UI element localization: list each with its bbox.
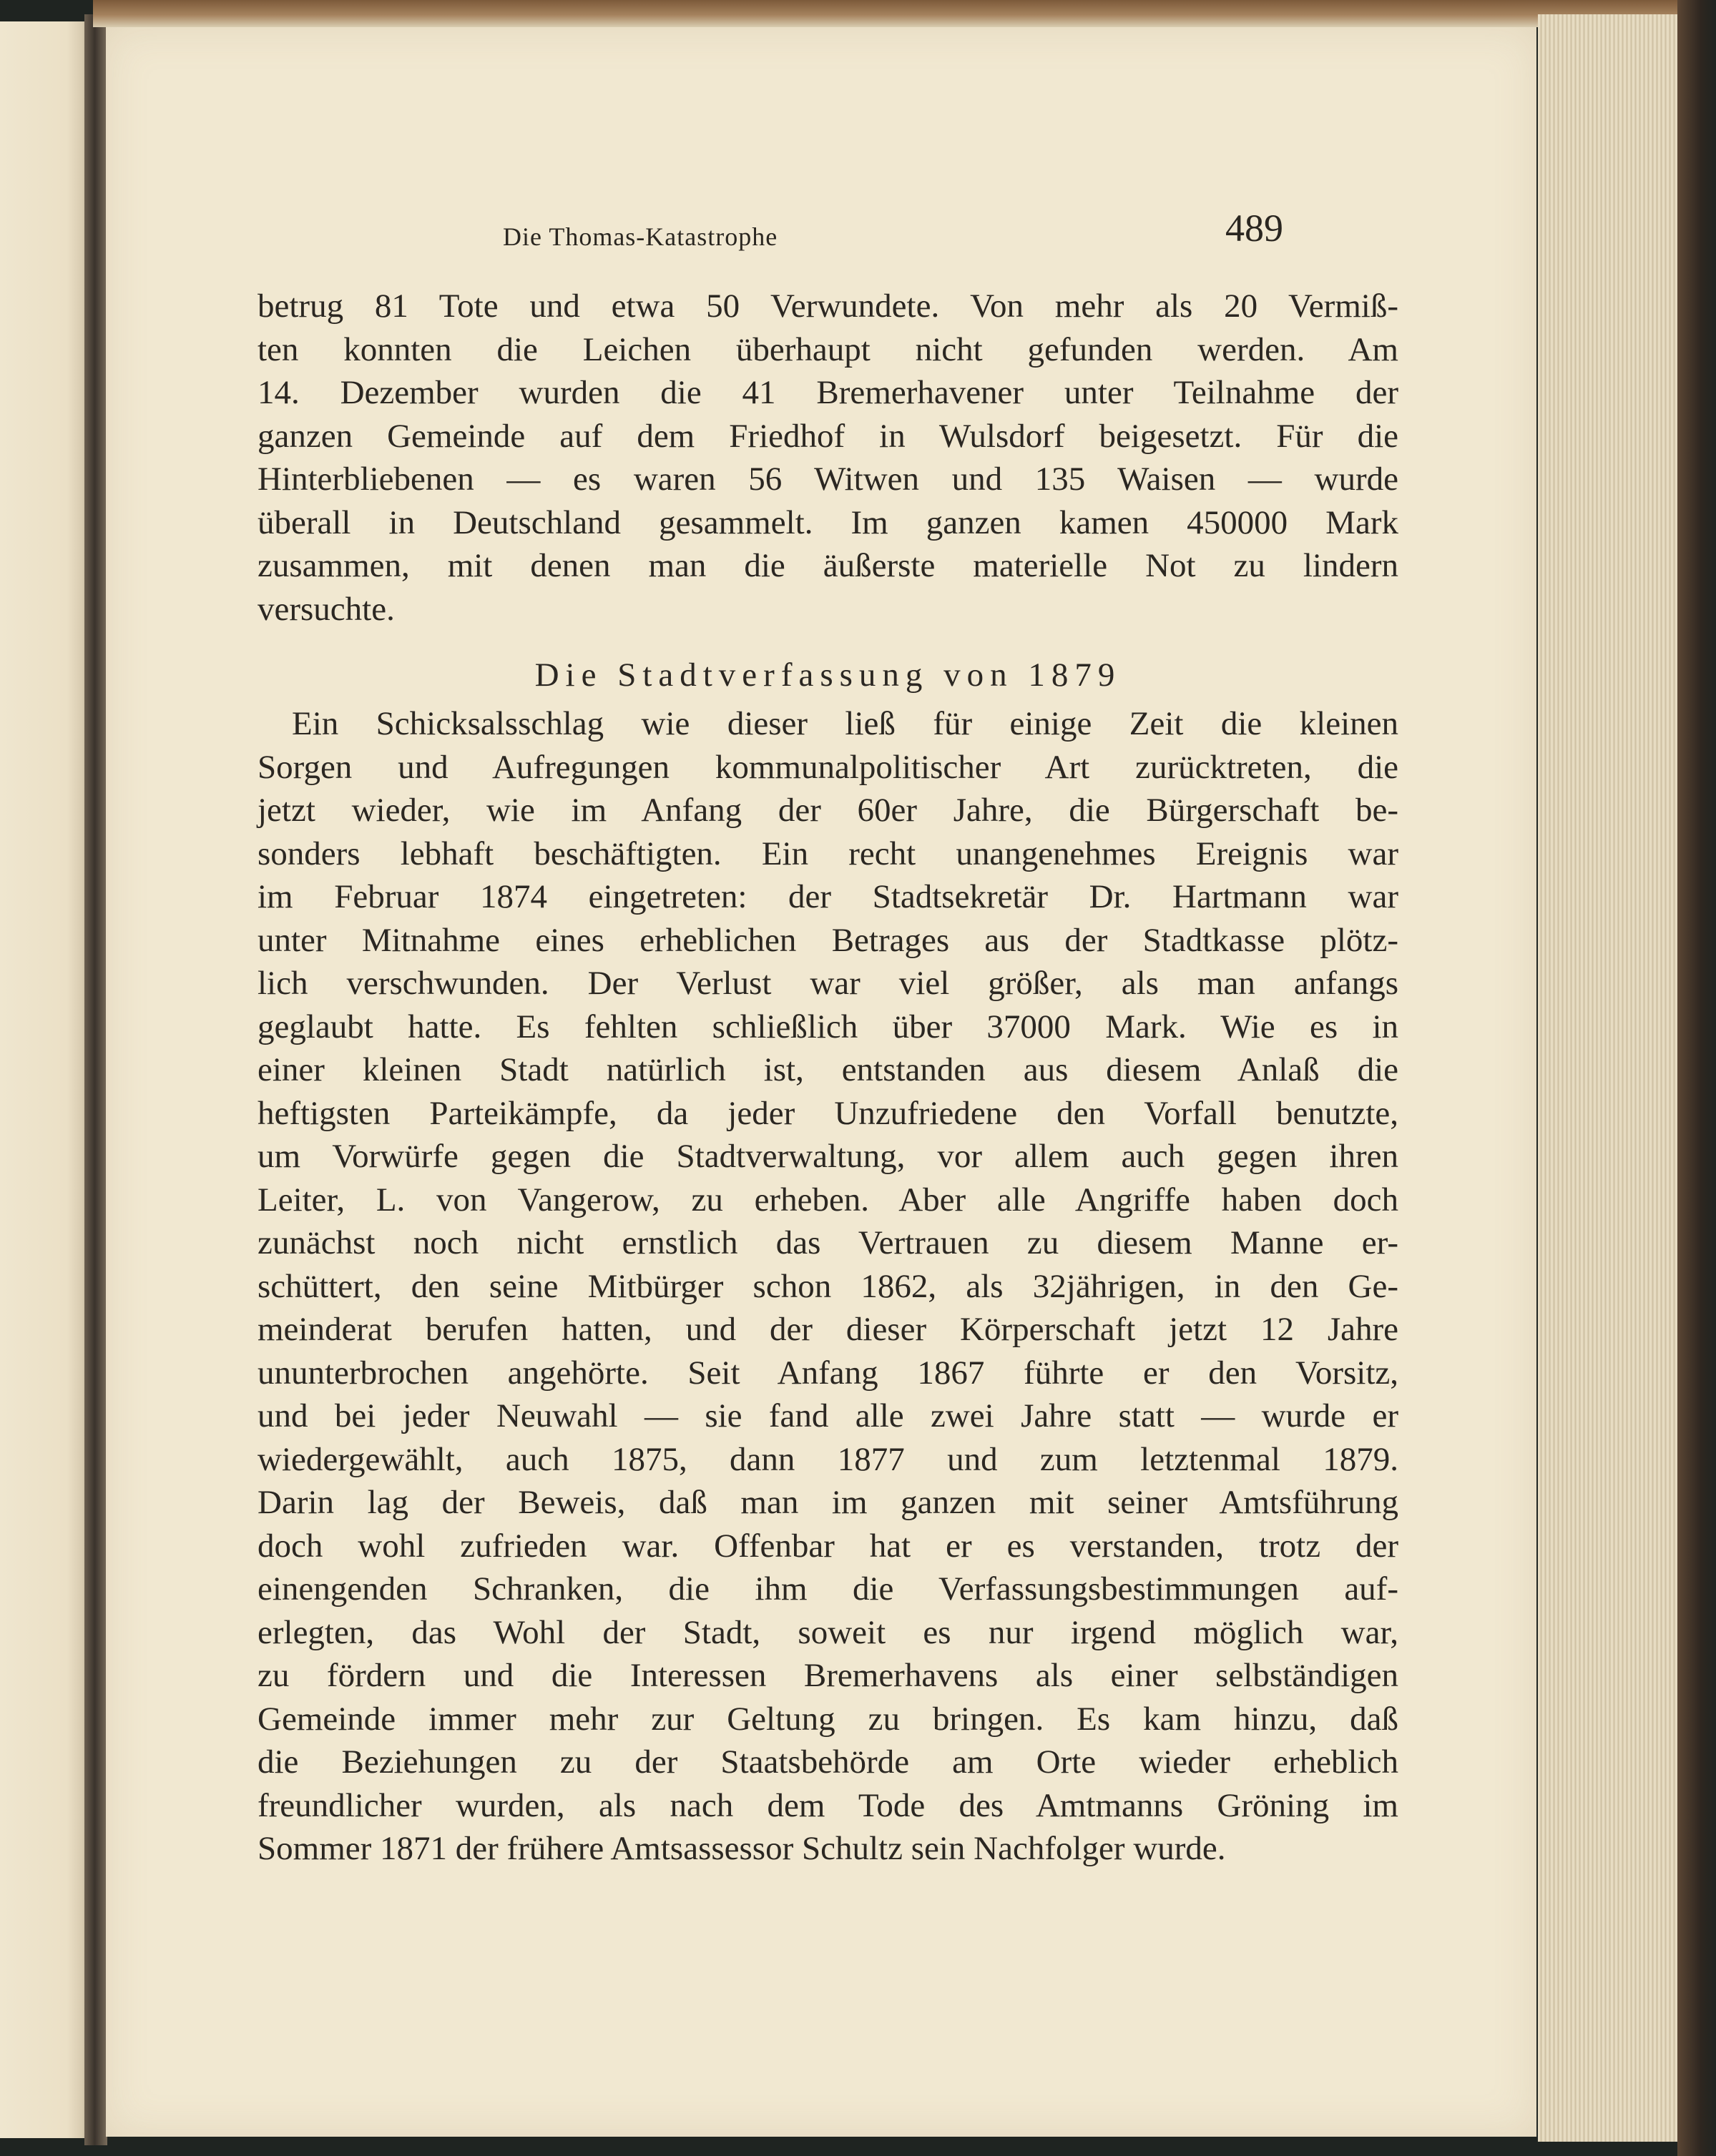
- page-number: 489: [1225, 207, 1283, 250]
- text-line: zu fördern und die Interessen Bremerhavens als einer selbständigen: [258, 1657, 1398, 1694]
- text-line: schüttert, den seine Mitbürger schon 1862, als 32jährigen, in den Ge-: [258, 1267, 1398, 1305]
- text-line: geglaubt hatte. Es fehlten schließlich über 37000 Mark. Wie es in: [258, 1008, 1398, 1045]
- section-heading: Die Stadtverfassung von 1879: [534, 656, 1122, 694]
- paragraph-1: [258, 285, 1398, 631]
- text-line: ununterbrochen angehörte. Seit Anfang 1867 führte er den Vorsitz,: [258, 1354, 1398, 1392]
- text-line: Darin lag der Beweis, daß man im ganzen mit seiner Amtsführung: [258, 1484, 1398, 1521]
- text-line: zunächst noch nicht ernstlich das Vertrauen zu diesem Manne er-: [258, 1224, 1398, 1261]
- body-text: [258, 285, 1398, 1871]
- text-line: 14. Dezember wurden die 41 Bremerhavener unter Teilnahme der: [258, 374, 1398, 411]
- text-line: erlegten, das Wohl der Stadt, soweit es nur irgend möglich war,: [258, 1613, 1398, 1651]
- text-line: betrug 81 Tote und etwa 50 Verwundete. Von mehr als 20 Vermiß-: [258, 287, 1398, 325]
- text-line: doch wohl zufrieden war. Offenbar hat er es verstanden, trotz der: [258, 1527, 1398, 1565]
- text-line: Sorgen und Aufregungen kommunalpolitischer Art zurücktreten, die: [258, 748, 1398, 786]
- text-line: meinderat berufen hatten, und der dieser Körperschaft jetzt 12 Jahre: [258, 1311, 1398, 1348]
- book-gutter: [84, 14, 107, 2145]
- paragraph-2: [258, 702, 1398, 1871]
- text-line: zusammen, mit denen man die äußerste materielle Not zu lindern: [258, 547, 1398, 584]
- text-line: überall in Deutschland gesammelt. Im ganzen kamen 450000 Mark: [258, 503, 1398, 541]
- book-cover-right-edge: [1677, 0, 1716, 2156]
- text-line: heftigsten Parteikämpfe, da jeder Unzufriedene den Vorfall benutzte,: [258, 1094, 1398, 1132]
- text-line: unter Mitnahme eines erheblichen Betrages aus der Stadtkasse plötz-: [258, 921, 1398, 959]
- left-page-edge: [0, 21, 89, 2138]
- text-line: Hinterbliebenen — es waren 56 Witwen und 135 Waisen — wurde: [258, 461, 1398, 498]
- text-line: ten konnten die Leichen überhaupt nicht gefunden werden. Am: [258, 330, 1398, 368]
- text-line: sonders lebhaft beschäftigten. Ein recht unangenehmes Ereignis war: [258, 835, 1398, 872]
- text-line: im Februar 1874 eingetreten: der Stadtsekretär Dr. Hartmann war: [258, 878, 1398, 915]
- text-line: um Vorwürfe gegen die Stadtverwaltung, vor allem auch gegen ihren: [258, 1138, 1398, 1175]
- book-page: [106, 27, 1536, 2137]
- running-head: [106, 200, 1536, 257]
- text-line: einer kleinen Stadt natürlich ist, entstanden aus diesem Anlaß die: [258, 1051, 1398, 1088]
- text-line: und bei jeder Neuwahl — sie fand alle zwei Jahre statt — wurde er: [258, 1397, 1398, 1434]
- book-cover-top-edge: [93, 0, 1702, 27]
- text-line: Leiter, L. von Vangerow, zu erheben. Aber alle Angriffe haben doch: [258, 1181, 1398, 1219]
- text-line: versuchte.: [258, 590, 395, 628]
- text-line: die Beziehungen zu der Staatsbehörde am Orte wieder erheblich: [258, 1743, 1398, 1781]
- text-line: Gemeinde immer mehr zur Geltung zu bringen. Es kam hinzu, daß: [258, 1700, 1398, 1738]
- text-line: freundlicher wurden, als nach dem Tode des Amtmanns Gröning im: [258, 1786, 1398, 1824]
- text-line: lich verschwunden. Der Verlust war viel größer, als man anfangs: [258, 965, 1398, 1002]
- text-line: jetzt wieder, wie im Anfang der 60er Jahre, die Bürgerschaft be-: [258, 792, 1398, 829]
- text-line: wiedergewählt, auch 1875, dann 1877 und zum letztenmal 1879.: [258, 1440, 1398, 1478]
- text-line: Ein Schicksalsschlag wie dieser ließ für einige Zeit die kleinen: [292, 705, 1398, 742]
- running-head-title: Die Thomas-Katastrophe: [503, 222, 778, 251]
- text-line: ganzen Gemeinde auf dem Friedhof in Wulsdorf beigesetzt. Für die: [258, 417, 1398, 455]
- text-line: Sommer 1871 der frühere Amtsassessor Schultz sein Nachfolger wurde.: [258, 1830, 1226, 1867]
- text-line: einengenden Schranken, die ihm die Verfassungsbestimmungen auf-: [258, 1570, 1398, 1608]
